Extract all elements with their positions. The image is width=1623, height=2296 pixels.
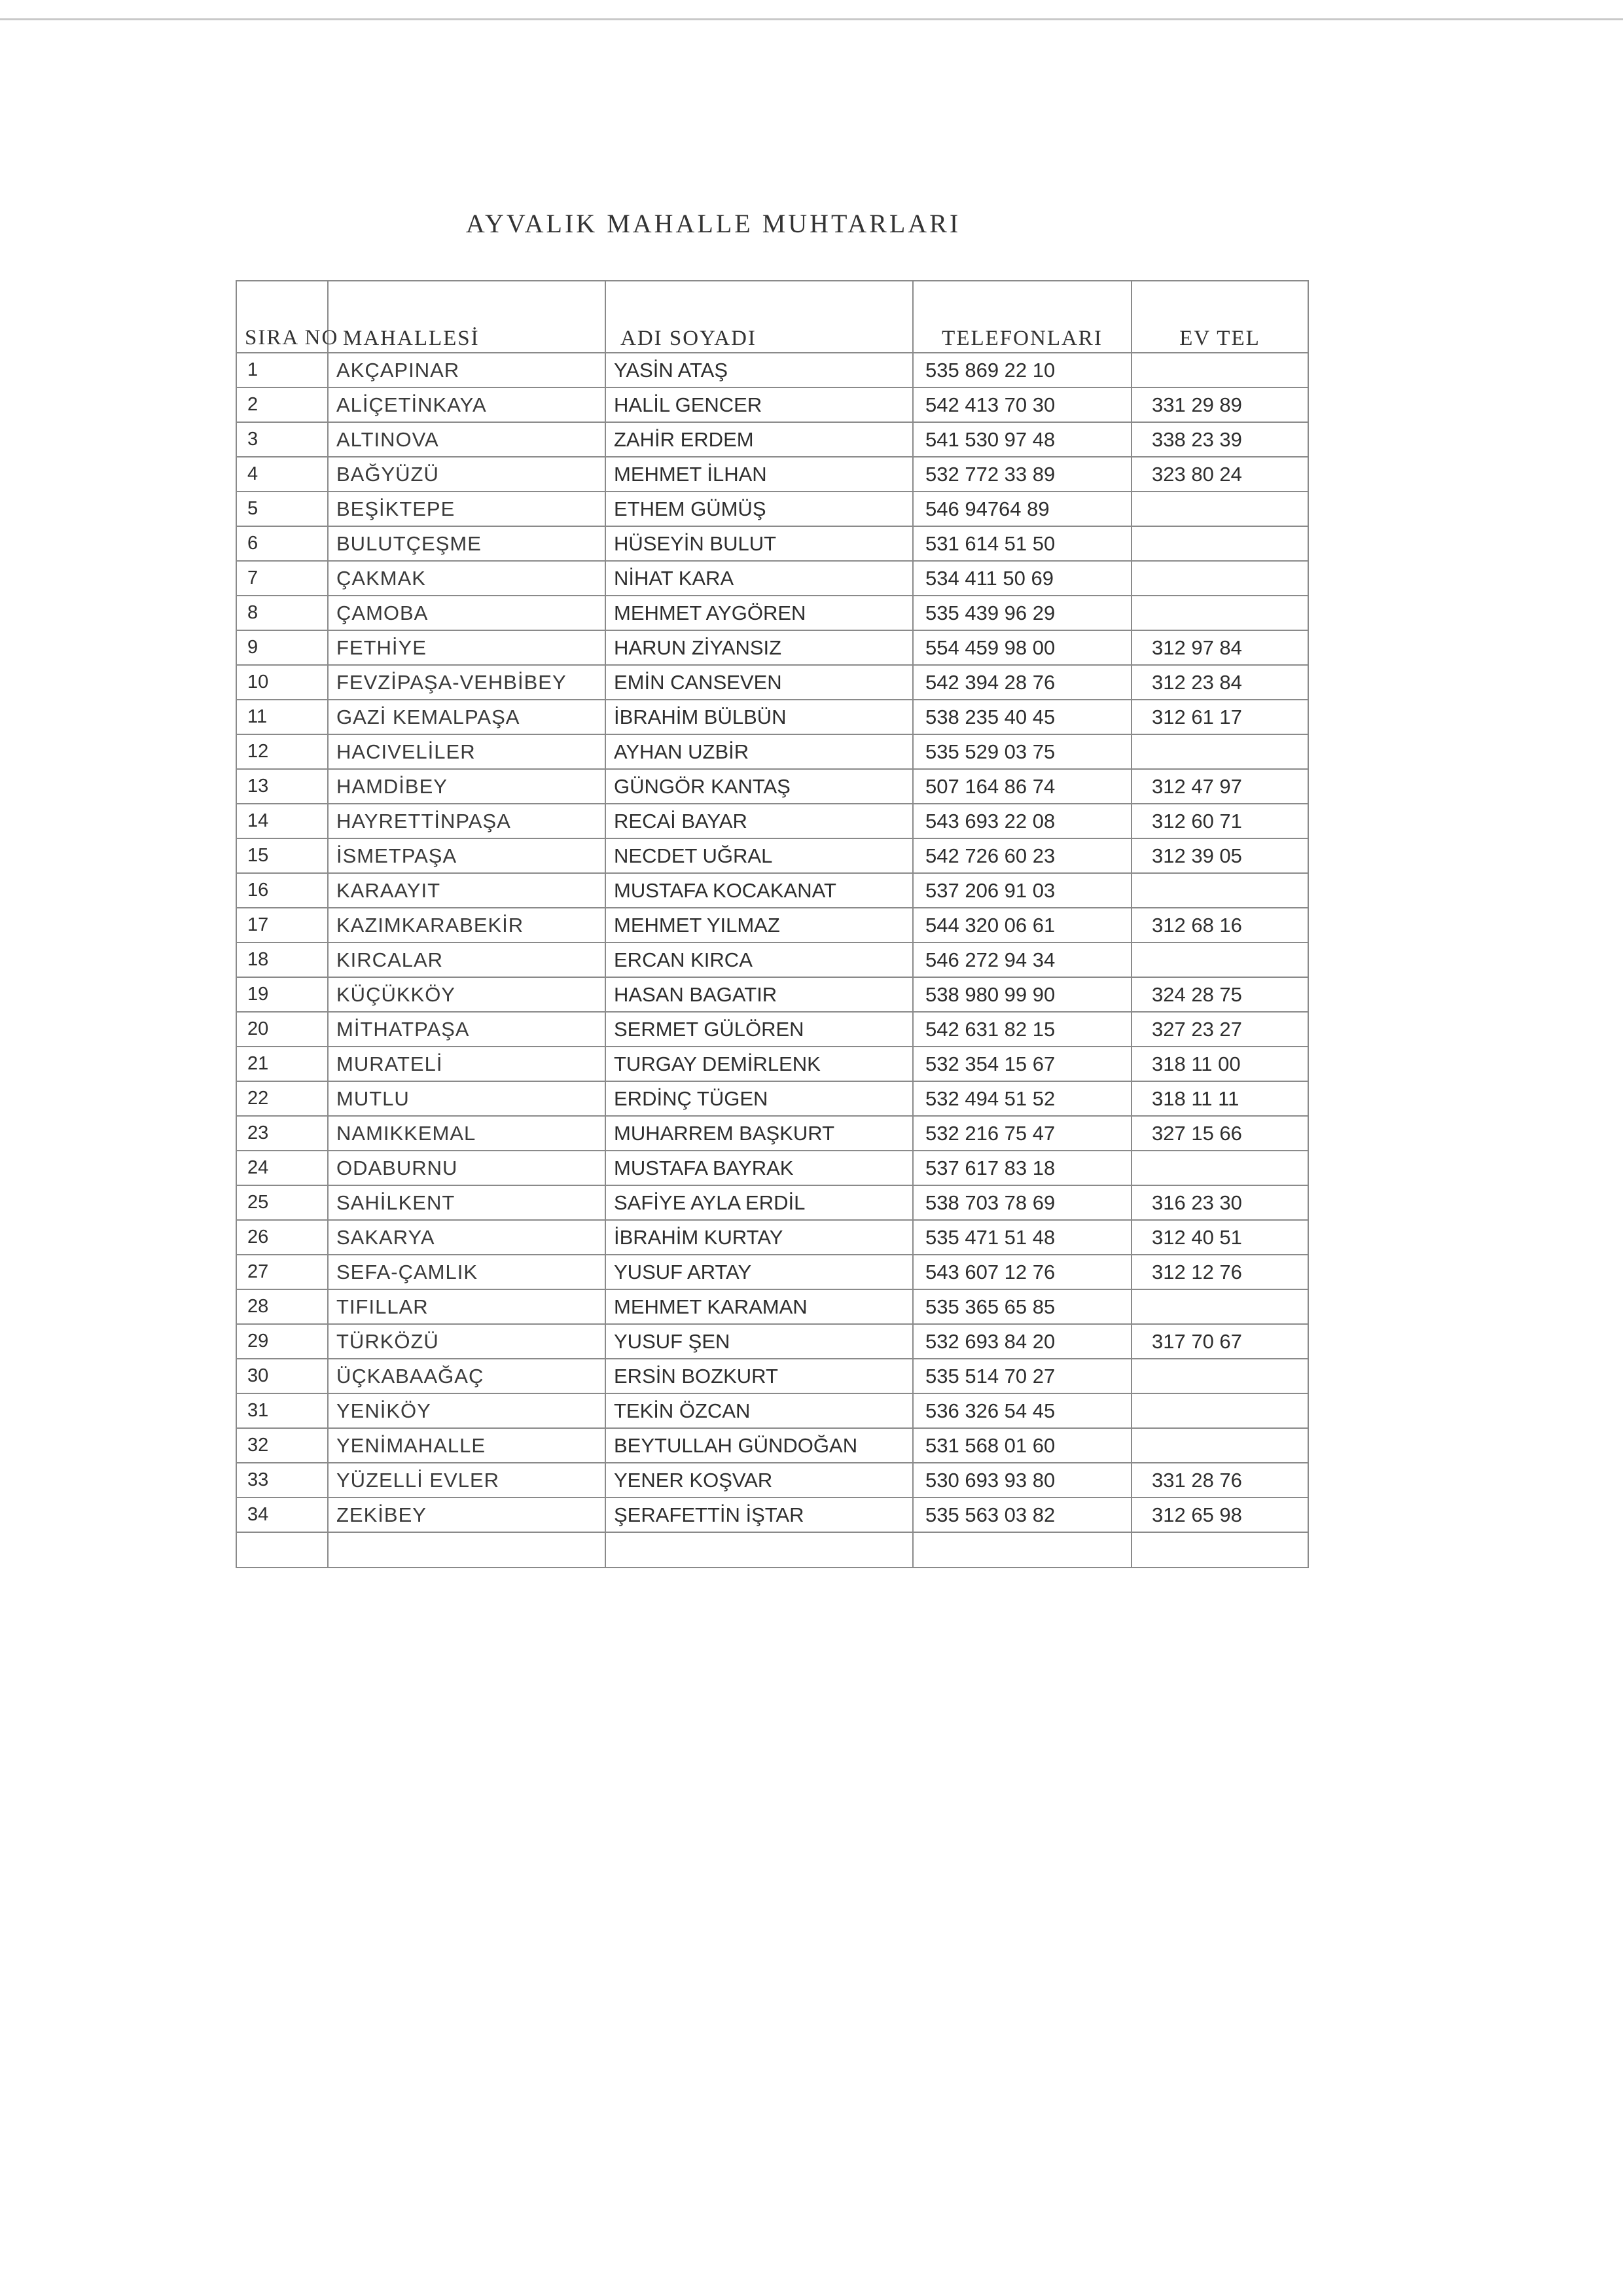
cell-telefon: 538 235 40 45 (913, 700, 1132, 734)
cell-ev-tel (1132, 1428, 1308, 1463)
cell-mahalle: ÇAMOBA (328, 596, 605, 630)
table-row (236, 1289, 1308, 1324)
cell-telefon: 535 365 65 85 (913, 1289, 1132, 1324)
header-telefonlari: TELEFONLARI (913, 281, 1132, 353)
table-row (236, 422, 1308, 457)
table-row (236, 804, 1308, 838)
cell-telefon: 536 326 54 45 (913, 1393, 1132, 1428)
header-ev-tel: EV TEL (1132, 281, 1308, 353)
cell-sira-no: 14 (236, 804, 328, 838)
cell-ev-tel (1132, 492, 1308, 526)
cell-sira-no: 7 (236, 561, 328, 596)
cell-sira-no: 28 (236, 1289, 328, 1324)
cell-telefon: 538 980 99 90 (913, 977, 1132, 1012)
cell-adi-soyadi: MEHMET İLHAN (605, 457, 913, 492)
cell-mahalle: FETHİYE (328, 630, 605, 665)
cell-telefon: 534 411 50 69 (913, 561, 1132, 596)
cell-telefon: 535 563 03 82 (913, 1498, 1132, 1532)
cell-mahalle: YENİKÖY (328, 1393, 605, 1428)
cell-telefon: 544 320 06 61 (913, 908, 1132, 942)
cell-mahalle: ÜÇKABAAĞAÇ (328, 1359, 605, 1393)
table-row (236, 1498, 1308, 1532)
cell-mahalle: ODABURNU (328, 1151, 605, 1185)
table-row (236, 353, 1308, 387)
cell-mahalle: ÇAKMAK (328, 561, 605, 596)
table-row (236, 387, 1308, 422)
cell-ev-tel (1132, 873, 1308, 908)
cell-sira-no: 23 (236, 1116, 328, 1151)
cell-ev-tel: 312 61 17 (1132, 700, 1308, 734)
cell-ev-tel: 312 65 98 (1132, 1498, 1308, 1532)
cell-mahalle: ALTINOVA (328, 422, 605, 457)
cell-sira-no: 5 (236, 492, 328, 526)
cell-telefon: 541 530 97 48 (913, 422, 1132, 457)
cell-adi-soyadi: NECDET UĞRAL (605, 838, 913, 873)
cell-sira-no: 16 (236, 873, 328, 908)
cell-adi-soyadi: ERSİN BOZKURT (605, 1359, 913, 1393)
cell-adi-soyadi: MUHARREM BAŞKURT (605, 1116, 913, 1151)
cell-telefon: 543 607 12 76 (913, 1255, 1132, 1289)
cell-adi-soyadi: GÜNGÖR KANTAŞ (605, 769, 913, 804)
cell-sira-no: 34 (236, 1498, 328, 1532)
cell-mahalle: HAMDİBEY (328, 769, 605, 804)
cell-telefon: 537 206 91 03 (913, 873, 1132, 908)
cell-mahalle: TÜRKÖZÜ (328, 1324, 605, 1359)
table-row (236, 873, 1308, 908)
cell-telefon: 532 354 15 67 (913, 1047, 1132, 1081)
cell-mahalle: HACIVELİLER (328, 734, 605, 769)
cell-mahalle: SAHİLKENT (328, 1185, 605, 1220)
cell-sira-no: 26 (236, 1220, 328, 1255)
cell-ev-tel: 312 97 84 (1132, 630, 1308, 665)
cell-adi-soyadi: MEHMET AYGÖREN (605, 596, 913, 630)
cell-mahalle: TIFILLAR (328, 1289, 605, 1324)
table-row (236, 630, 1308, 665)
cell-sira-no: 29 (236, 1324, 328, 1359)
cell-mahalle: GAZİ KEMALPAŞA (328, 700, 605, 734)
cell-ev-tel: 312 39 05 (1132, 838, 1308, 873)
table-row (236, 1012, 1308, 1047)
cell-ev-tel: 331 29 89 (1132, 387, 1308, 422)
cell-adi-soyadi: ERCAN KIRCA (605, 942, 913, 977)
cell-ev-tel (1132, 1289, 1308, 1324)
cell-sira-no: 22 (236, 1081, 328, 1116)
cell-telefon: 554 459 98 00 (913, 630, 1132, 665)
cell-telefon: 535 471 51 48 (913, 1220, 1132, 1255)
cell-sira-no: 21 (236, 1047, 328, 1081)
cell-ev-tel: 318 11 11 (1132, 1081, 1308, 1116)
cell-telefon: 546 94764 89 (913, 492, 1132, 526)
cell-ev-tel: 327 15 66 (1132, 1116, 1308, 1151)
header-sira-no: SIRA NO (236, 281, 328, 353)
cell-telefon: 537 617 83 18 (913, 1151, 1132, 1185)
cell-sira-no: 18 (236, 942, 328, 977)
cell-telefon: 532 693 84 20 (913, 1324, 1132, 1359)
cell-mahalle: NAMIKKEMAL (328, 1116, 605, 1151)
table-row (236, 1220, 1308, 1255)
cell-telefon: 535 869 22 10 (913, 353, 1132, 387)
cell-telefon: 542 726 60 23 (913, 838, 1132, 873)
cell-ev-tel (1132, 353, 1308, 387)
cell-ev-tel (1132, 526, 1308, 561)
cell-sira-no: 12 (236, 734, 328, 769)
cell-adi-soyadi: YENER KOŞVAR (605, 1463, 913, 1498)
cell-adi-soyadi: MUSTAFA KOCAKANAT (605, 873, 913, 908)
cell-adi-soyadi: SERMET GÜLÖREN (605, 1012, 913, 1047)
cell-mahalle: BAĞYÜZÜ (328, 457, 605, 492)
cell-telefon: 532 494 51 52 (913, 1081, 1132, 1116)
cell-ev-tel (1132, 1359, 1308, 1393)
table-row (236, 1393, 1308, 1428)
cell-adi-soyadi: BEYTULLAH GÜNDOĞAN (605, 1428, 913, 1463)
cell-adi-soyadi: ZAHİR ERDEM (605, 422, 913, 457)
cell-telefon: 532 216 75 47 (913, 1116, 1132, 1151)
cell-adi-soyadi: TEKİN ÖZCAN (605, 1393, 913, 1428)
cell-mahalle: MURATELİ (328, 1047, 605, 1081)
cell-mahalle: HAYRETTİNPAŞA (328, 804, 605, 838)
cell-adi-soyadi: MUSTAFA BAYRAK (605, 1151, 913, 1185)
table-row (236, 1185, 1308, 1220)
cell-adi-soyadi: İBRAHİM BÜLBÜN (605, 700, 913, 734)
cell-adi-soyadi: HÜSEYİN BULUT (605, 526, 913, 561)
cell-ev-tel: 324 28 75 (1132, 977, 1308, 1012)
cell-mahalle: AKÇAPINAR (328, 353, 605, 387)
empty-cell (236, 1532, 328, 1568)
cell-ev-tel (1132, 1151, 1308, 1185)
cell-mahalle: MUTLU (328, 1081, 605, 1116)
cell-ev-tel (1132, 1393, 1308, 1428)
cell-ev-tel: 331 28 76 (1132, 1463, 1308, 1498)
cell-ev-tel (1132, 596, 1308, 630)
cell-sira-no: 13 (236, 769, 328, 804)
cell-sira-no: 31 (236, 1393, 328, 1428)
cell-mahalle: KIRCALAR (328, 942, 605, 977)
cell-telefon: 535 439 96 29 (913, 596, 1132, 630)
table-body (236, 353, 1308, 1568)
cell-adi-soyadi: İBRAHİM KURTAY (605, 1220, 913, 1255)
cell-ev-tel: 323 80 24 (1132, 457, 1308, 492)
cell-sira-no: 15 (236, 838, 328, 873)
cell-adi-soyadi: HALİL GENCER (605, 387, 913, 422)
cell-mahalle: KARAAYIT (328, 873, 605, 908)
table-row (236, 561, 1308, 596)
table-row (236, 1428, 1308, 1463)
cell-adi-soyadi: YASİN ATAŞ (605, 353, 913, 387)
cell-sira-no: 1 (236, 353, 328, 387)
document-title: AYVALIK MAHALLE MUHTARLARI (465, 209, 961, 238)
cell-sira-no: 10 (236, 665, 328, 700)
cell-mahalle: BULUTÇEŞME (328, 526, 605, 561)
cell-telefon: 542 394 28 76 (913, 665, 1132, 700)
table-row (236, 734, 1308, 769)
table-row (236, 457, 1308, 492)
table-row (236, 1116, 1308, 1151)
table-row (236, 526, 1308, 561)
table-row (236, 838, 1308, 873)
cell-ev-tel: 327 23 27 (1132, 1012, 1308, 1047)
cell-telefon: 535 529 03 75 (913, 734, 1132, 769)
table-row (236, 1255, 1308, 1289)
cell-sira-no: 4 (236, 457, 328, 492)
cell-adi-soyadi: MEHMET KARAMAN (605, 1289, 913, 1324)
cell-mahalle: FEVZİPAŞA-VEHBİBEY (328, 665, 605, 700)
cell-adi-soyadi: YUSUF ARTAY (605, 1255, 913, 1289)
cell-sira-no: 33 (236, 1463, 328, 1498)
header-mahallesi: MAHALLESİ (328, 281, 605, 353)
cell-sira-no: 17 (236, 908, 328, 942)
cell-sira-no: 9 (236, 630, 328, 665)
cell-sira-no: 8 (236, 596, 328, 630)
cell-ev-tel (1132, 561, 1308, 596)
table-row (236, 908, 1308, 942)
cell-telefon: 543 693 22 08 (913, 804, 1132, 838)
table-header (236, 281, 1308, 353)
empty-cell (605, 1532, 913, 1568)
cell-adi-soyadi: ŞERAFETTİN İŞTAR (605, 1498, 913, 1532)
cell-ev-tel: 312 40 51 (1132, 1220, 1308, 1255)
empty-cell (1132, 1532, 1308, 1568)
cell-ev-tel: 316 23 30 (1132, 1185, 1308, 1220)
cell-adi-soyadi: YUSUF ŞEN (605, 1324, 913, 1359)
cell-mahalle: MİTHATPAŞA (328, 1012, 605, 1047)
cell-telefon: 532 772 33 89 (913, 457, 1132, 492)
table-row (236, 1463, 1308, 1498)
cell-sira-no: 25 (236, 1185, 328, 1220)
cell-ev-tel: 312 68 16 (1132, 908, 1308, 942)
cell-adi-soyadi: HASAN BAGATIR (605, 977, 913, 1012)
cell-adi-soyadi: RECAİ BAYAR (605, 804, 913, 838)
cell-sira-no: 6 (236, 526, 328, 561)
cell-adi-soyadi: EMİN CANSEVEN (605, 665, 913, 700)
muhtar-table (236, 280, 1309, 1568)
table-row (236, 942, 1308, 977)
table-row (236, 977, 1308, 1012)
empty-cell (913, 1532, 1132, 1568)
cell-sira-no: 2 (236, 387, 328, 422)
table-row (236, 1047, 1308, 1081)
cell-sira-no: 3 (236, 422, 328, 457)
cell-ev-tel: 312 23 84 (1132, 665, 1308, 700)
cell-sira-no: 20 (236, 1012, 328, 1047)
cell-adi-soyadi: ERDİNÇ TÜGEN (605, 1081, 913, 1116)
cell-ev-tel (1132, 734, 1308, 769)
cell-sira-no: 24 (236, 1151, 328, 1185)
cell-ev-tel: 312 12 76 (1132, 1255, 1308, 1289)
cell-telefon: 507 164 86 74 (913, 769, 1132, 804)
cell-mahalle: ZEKİBEY (328, 1498, 605, 1532)
table-row (236, 1151, 1308, 1185)
cell-telefon: 535 514 70 27 (913, 1359, 1132, 1393)
cell-ev-tel: 312 60 71 (1132, 804, 1308, 838)
cell-sira-no: 11 (236, 700, 328, 734)
empty-cell (328, 1532, 605, 1568)
cell-mahalle: KÜÇÜKKÖY (328, 977, 605, 1012)
cell-adi-soyadi: TURGAY DEMİRLENK (605, 1047, 913, 1081)
table-row (236, 596, 1308, 630)
table-row (236, 492, 1308, 526)
cell-telefon: 542 413 70 30 (913, 387, 1132, 422)
table-row (236, 700, 1308, 734)
cell-telefon: 531 568 01 60 (913, 1428, 1132, 1463)
cell-ev-tel (1132, 942, 1308, 977)
cell-adi-soyadi: AYHAN UZBİR (605, 734, 913, 769)
table-row (236, 1324, 1308, 1359)
header-adi-soyadi: ADI SOYADI (605, 281, 913, 353)
cell-mahalle: KAZIMKARABEKİR (328, 908, 605, 942)
cell-sira-no: 27 (236, 1255, 328, 1289)
table-row (236, 1081, 1308, 1116)
cell-telefon: 546 272 94 34 (913, 942, 1132, 977)
cell-sira-no: 19 (236, 977, 328, 1012)
cell-sira-no: 32 (236, 1428, 328, 1463)
cell-adi-soyadi: NİHAT KARA (605, 561, 913, 596)
scan-edge-line (0, 18, 1623, 20)
empty-table-row (236, 1532, 1308, 1568)
cell-telefon: 530 693 93 80 (913, 1463, 1132, 1498)
cell-ev-tel: 312 47 97 (1132, 769, 1308, 804)
cell-telefon: 538 703 78 69 (913, 1185, 1132, 1220)
table-row (236, 665, 1308, 700)
cell-mahalle: SEFA-ÇAMLIK (328, 1255, 605, 1289)
table-row (236, 769, 1308, 804)
cell-adi-soyadi: MEHMET YILMAZ (605, 908, 913, 942)
cell-mahalle: SAKARYA (328, 1220, 605, 1255)
cell-telefon: 542 631 82 15 (913, 1012, 1132, 1047)
cell-mahalle: BEŞİKTEPE (328, 492, 605, 526)
cell-ev-tel: 317 70 67 (1132, 1324, 1308, 1359)
cell-adi-soyadi: HARUN ZİYANSIZ (605, 630, 913, 665)
cell-mahalle: YENİMAHALLE (328, 1428, 605, 1463)
table-row (236, 1359, 1308, 1393)
cell-adi-soyadi: ETHEM GÜMÜŞ (605, 492, 913, 526)
cell-sira-no: 30 (236, 1359, 328, 1393)
cell-adi-soyadi: SAFİYE AYLA ERDİL (605, 1185, 913, 1220)
cell-mahalle: YÜZELLİ EVLER (328, 1463, 605, 1498)
cell-ev-tel: 318 11 00 (1132, 1047, 1308, 1081)
cell-ev-tel: 338 23 39 (1132, 422, 1308, 457)
cell-mahalle: İSMETPAŞA (328, 838, 605, 873)
cell-mahalle: ALİÇETİNKAYA (328, 387, 605, 422)
cell-telefon: 531 614 51 50 (913, 526, 1132, 561)
